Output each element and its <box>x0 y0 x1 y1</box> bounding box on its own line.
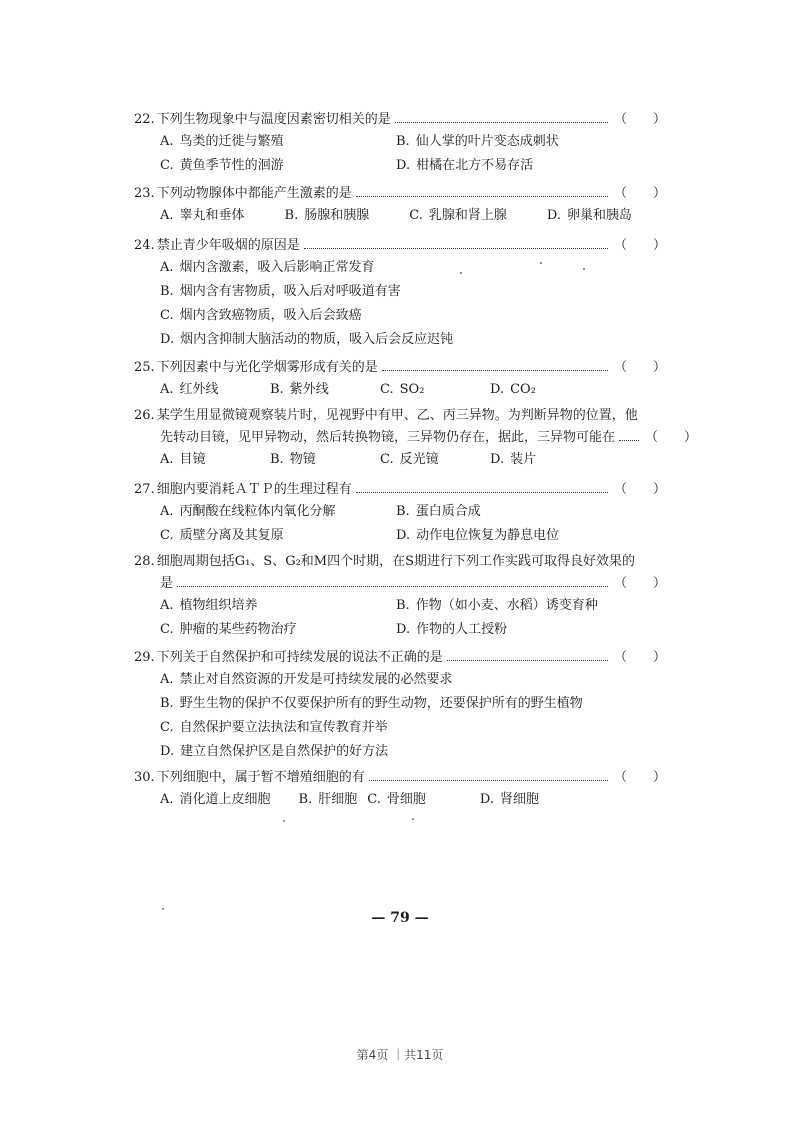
option-c: C. 肿瘤的某些药物治疗 <box>160 622 297 637</box>
option-a: A. 丙酮酸在线粒体内氧化分解 <box>160 504 336 519</box>
answer-blank: （ ） <box>613 770 666 785</box>
leader-dots <box>356 492 608 493</box>
options <box>160 594 666 642</box>
option-b: B. 烟内含有害物质，吸入后对呼吸道有害 <box>160 284 401 299</box>
option-d: D. 肾细胞 <box>479 792 539 807</box>
option-c: C. 烟内含致癌物质，吸入后会致癌 <box>160 308 362 323</box>
leader-dots <box>356 196 608 197</box>
option-c: C. 自然保护要立法执法和宣传教育并举 <box>160 720 388 735</box>
scan-speck <box>412 818 414 820</box>
question-stem <box>134 108 666 130</box>
question-stem <box>134 404 666 426</box>
question-text: 禁止青少年吸烟的原因是 <box>156 238 300 253</box>
question-text: 下列细胞中，属于暂不增殖细胞的有 <box>156 770 365 785</box>
question-text: 下列关于自然保护和可持续发展的说法不正确的是 <box>156 650 443 665</box>
answer-blank: （ ） <box>613 238 666 253</box>
scan-speck <box>583 268 585 270</box>
question-26 <box>134 404 698 472</box>
question-27 <box>134 478 666 548</box>
question-text: 细胞周期包括G₁、S、G₂和M四个时期，在S期进行下列工作实践可取得良好效果的 <box>156 554 636 569</box>
question-24 <box>134 234 666 352</box>
option-a: A. 目镜 <box>160 452 206 467</box>
question-text: 下列动物腺体中都能产生激素的是 <box>156 186 352 201</box>
option-b: B. 肝细胞 <box>298 792 358 807</box>
question-29 <box>134 646 666 764</box>
question-number: 26. <box>134 408 155 423</box>
option-c: C. 乳腺和肾上腺 <box>409 208 507 223</box>
option-d: D. 动作电位恢复为静息电位 <box>396 528 560 543</box>
answer-blank: （ ） <box>613 482 666 497</box>
option-a: A. 植物组织培养 <box>160 598 258 613</box>
answer-blank: （ ） <box>613 112 666 127</box>
option-d: D. 作物的人工授粉 <box>396 622 508 637</box>
option-d: D. CO₂ <box>490 382 536 397</box>
page-number: — 79 — <box>371 910 429 926</box>
question-number: 24. <box>134 238 155 253</box>
leader-dots <box>395 122 608 123</box>
option-a: A. 睾丸和垂体 <box>160 208 245 223</box>
option-c: C. 骨细胞 <box>367 792 426 807</box>
question-text: 先转动目镜，见甲异物动，然后转换物镜，三异物仍存在，据此，三异物可能在 <box>160 430 616 445</box>
scan-speck <box>460 272 462 274</box>
option-b: B. 肠腺和胰腺 <box>284 208 370 223</box>
option-a: A. 禁止对自然资源的开发是可持续发展的必然要求 <box>160 672 453 687</box>
option-b: B. 物镜 <box>270 452 316 467</box>
option-b: B. 野生生物的保护不仅要保护所有的野生动物，还要保护所有的野生植物 <box>160 696 583 711</box>
option-c: C. 黄鱼季节性的洄游 <box>160 158 284 173</box>
question-22 <box>134 108 666 178</box>
option-d: D. 装片 <box>490 452 537 467</box>
option-d: D. 烟内含抑制大脑活动的物质，吸入后会反应迟钝 <box>160 332 454 347</box>
options <box>160 256 666 352</box>
question-number: 30. <box>134 770 155 785</box>
option-a: A. 红外线 <box>160 382 219 397</box>
options <box>160 788 666 812</box>
option-d: D. 柑橘在北方不易存活 <box>396 158 534 173</box>
option-b: B. 仙人掌的叶片变态成刺状 <box>396 134 559 149</box>
question-text: 下列生物现象中与温度因素密切相关的是 <box>156 112 391 127</box>
question-number: 27. <box>134 482 155 497</box>
option-c: C. 反光镜 <box>380 452 439 467</box>
page-footer: 第4页 ｜共11页 <box>356 1048 444 1062</box>
option-b: B. 紫外线 <box>270 382 329 397</box>
leader-dots <box>619 440 639 441</box>
option-c: C. SO₂ <box>380 382 425 397</box>
options <box>160 500 666 548</box>
answer-blank: （ ） <box>645 430 698 445</box>
question-stem <box>134 182 666 204</box>
question-stem <box>134 478 666 500</box>
question-stem <box>134 550 666 572</box>
question-number: 22. <box>134 112 155 127</box>
options <box>160 378 666 402</box>
scan-speck <box>540 262 542 264</box>
question-text: 细胞内要消耗ＡＴＰ的生理过程有 <box>156 482 352 497</box>
question-text: 下列因素中与光化学烟雾形成有关的是 <box>156 360 378 375</box>
option-b: B. 蛋白质合成 <box>396 504 481 519</box>
option-a: A. 鸟类的迁徙与繁殖 <box>160 134 284 149</box>
leader-dots <box>177 586 608 587</box>
question-stem-continued <box>134 572 666 594</box>
option-d: D. 建立自然保护区是自然保护的好方法 <box>160 744 389 759</box>
answer-blank: （ ） <box>613 186 666 201</box>
option-c: C. 质壁分离及其复原 <box>160 528 284 543</box>
option-b: B. 作物（如小麦、水稻）诱变育种 <box>396 598 598 613</box>
leader-dots <box>447 660 608 661</box>
question-stem <box>134 646 666 668</box>
question-text: 是 <box>160 576 174 591</box>
leader-dots <box>304 248 608 249</box>
question-number: 29. <box>134 650 155 665</box>
leader-dots <box>369 780 608 781</box>
question-28 <box>134 550 666 642</box>
question-stem <box>134 356 666 378</box>
question-stem-continued <box>134 426 698 448</box>
answer-blank: （ ） <box>613 650 666 665</box>
option-a: A. 消化道上皮细胞 <box>160 792 271 807</box>
answer-blank: （ ） <box>613 576 666 591</box>
question-text: 某学生用显微镜观察装片时，见视野中有甲、乙、丙三异物。为判断异物的位置，他 <box>156 408 638 423</box>
scan-speck <box>283 820 285 822</box>
options <box>160 204 666 228</box>
question-23 <box>134 182 666 228</box>
option-a: A. 烟内含激素，吸入后影响正常发育 <box>160 260 375 275</box>
question-stem <box>134 766 666 788</box>
options <box>160 130 666 178</box>
answer-blank: （ ） <box>613 360 666 375</box>
options <box>160 668 666 764</box>
question-number: 28. <box>134 554 155 569</box>
question-stem <box>134 234 666 256</box>
options <box>160 448 666 472</box>
option-d: D. 卵巢和胰岛 <box>546 208 632 223</box>
question-number: 25. <box>134 360 155 375</box>
question-25 <box>134 356 666 402</box>
leader-dots <box>382 370 608 371</box>
question-number: 23. <box>134 186 155 201</box>
question-30 <box>134 766 666 812</box>
